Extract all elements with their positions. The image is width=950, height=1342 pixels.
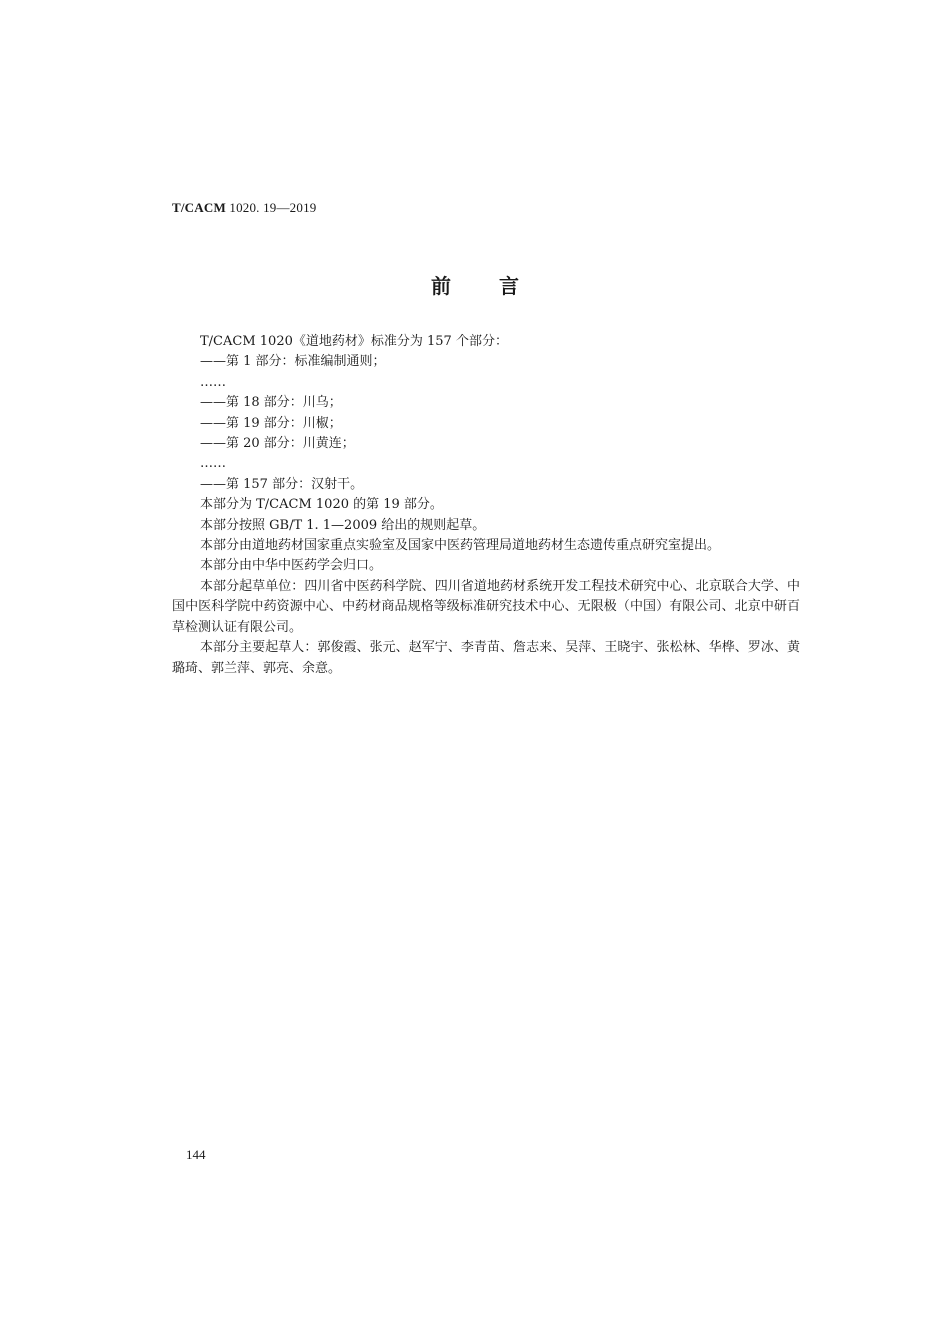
paragraph-drafting-units: 本部分起草单位：四川省中医药科学院、四川省道地药材系统开发工程技术研究中心、北京联合大学、中国中医科学院中药资源中心、中药材商品规格等级标准研究技术中心、无限极（中国）有限公司、北京中研百草检测认证有限公司。 bbox=[172, 578, 800, 635]
paragraph-centralized-by: 本部分由中华中医药学会归口。 bbox=[200, 558, 383, 574]
page-number: 144 bbox=[186, 1147, 206, 1162]
foreword-intro: T/CACM 1020《道地药材》标准分为 157 个部分： bbox=[200, 334, 508, 349]
paragraph-drafting-rules: 本部分按照 GB/T 1. 1—2009 给出的规则起草。 bbox=[200, 517, 486, 533]
part-list-ellipsis: …… bbox=[200, 374, 226, 390]
standard-code-prefix: T/CACM bbox=[172, 200, 226, 215]
paragraph-part-number: 本部分为 T/CACM 1020 的第 19 部分。 bbox=[200, 497, 443, 513]
standard-code-header bbox=[172, 200, 316, 216]
part-list-item: ——第 19 部分：川椒； bbox=[200, 415, 342, 431]
foreword-body bbox=[172, 332, 800, 679]
paragraph-drafters: 本部分主要起草人：郭俊霞、张元、赵军宁、李青苗、詹志来、吴萍、王晓宇、张松林、华桦、罗冰、黄璐琦、郭兰萍、郭亮、余意。 bbox=[172, 640, 800, 676]
part-list-item: ——第 1 部分：标准编制通则； bbox=[200, 354, 386, 370]
part-list-item: ——第 157 部分：汉射干。 bbox=[200, 476, 364, 492]
part-list-ellipsis: …… bbox=[200, 456, 226, 472]
page-title: 前言 bbox=[431, 274, 567, 298]
part-list-item: ——第 20 部分：川黄连； bbox=[200, 436, 355, 452]
paragraph-proposer: 本部分由道地药材国家重点实验室及国家中医药管理局道地药材生态遗传重点研究室提出。 bbox=[200, 538, 721, 554]
standard-code-number: 1020. 19—2019 bbox=[225, 200, 317, 215]
part-list-item: ——第 18 部分：川乌； bbox=[200, 395, 342, 411]
